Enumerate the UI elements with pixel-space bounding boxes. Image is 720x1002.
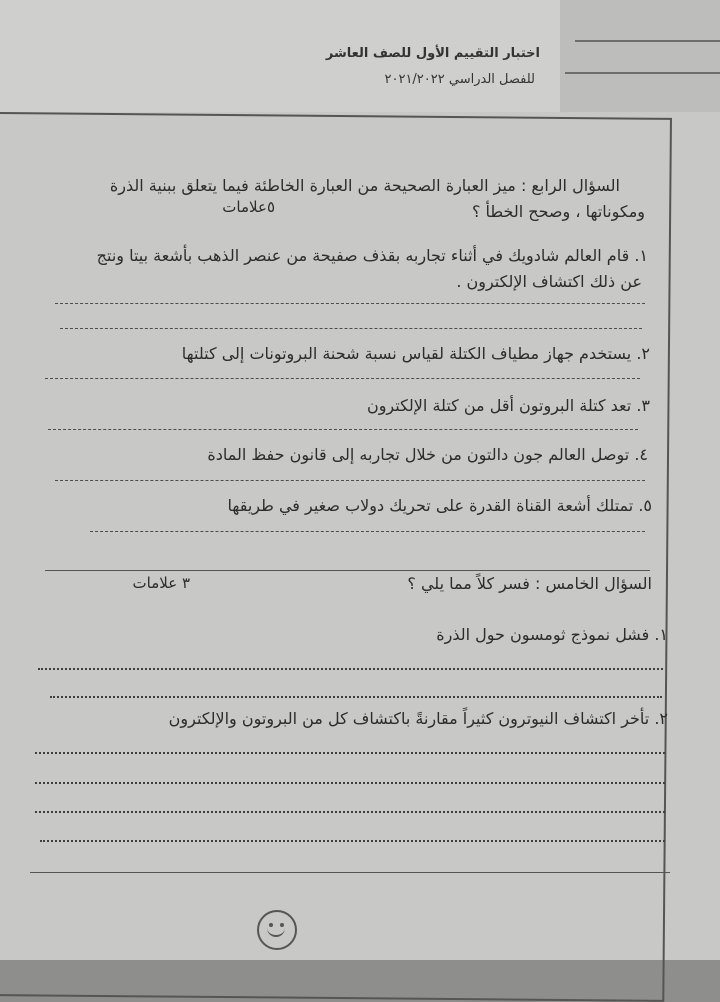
q4-item-4: ٤. توصل العالم جون دالتون من خلال تجاربه إلى قانون حفظ المادة <box>207 445 648 464</box>
answer-line <box>35 752 665 754</box>
answer-line <box>48 429 638 430</box>
smiley-mouth <box>267 924 285 937</box>
q4-title-continued: ومكوناتها ، وصحح الخطأ ؟ <box>471 202 645 221</box>
answer-line <box>35 811 665 813</box>
answer-line <box>55 303 645 304</box>
q4-marks: ٥علامات <box>222 198 275 216</box>
section-divider <box>45 570 650 571</box>
section-divider <box>30 872 670 873</box>
answer-line <box>40 840 665 842</box>
q4-item-1-continued: عن ذلك اكتشاف الإلكترون . <box>456 272 642 291</box>
exam-title: اختبار التقييم الأول للصف العاشر <box>325 46 540 61</box>
background-paper <box>560 0 720 112</box>
background-rule <box>565 72 720 74</box>
background-rule <box>575 40 720 42</box>
smiley-face-icon <box>257 910 297 950</box>
q5-title: السؤال الخامس : فسر كلاً مما يلي ؟ <box>407 574 652 593</box>
answer-line <box>50 696 662 698</box>
q4-item-5: ٥. تمتلك أشعة القناة القدرة على تحريك دولاب صغير في طريقها <box>227 496 652 515</box>
q4-item-1: ١. قام العالم شادويك في أثناء تجاربه بقذف صفيحة من عنصر الذهب بأشعة بيتا ونتج <box>96 246 648 265</box>
q5-item-1: ١. فشل نموذج ثومسون حول الذرة <box>436 625 668 644</box>
q4-item-3: ٣. تعد كتلة البروتون أقل من كتلة الإلكترون <box>366 396 650 415</box>
answer-line <box>90 531 645 532</box>
answer-line <box>55 480 645 481</box>
q4-item-2: ٢. يستخدم جهاز مطياف الكتلة لقياس نسبة شحنة البروتونات إلى كتلتها <box>181 344 650 363</box>
exam-term: للفصل الدراسي ٢٠٢١/٢٠٢٢ <box>384 72 535 87</box>
answer-line <box>45 378 640 379</box>
q5-marks: ٣ علامات <box>132 574 190 592</box>
q5-item-2: ٢. تأخر اكتشاف النيوترون كثيراً مقارنةً باكتشاف كل من البروتون والإلكترون <box>168 709 668 728</box>
answer-line <box>35 782 665 784</box>
q4-title: السؤال الرابع : ميز العبارة الصحيحة من العبارة الخاطئة فيما يتعلق ببنية الذرة <box>109 176 620 195</box>
answer-line <box>60 328 642 329</box>
answer-line <box>38 668 663 670</box>
